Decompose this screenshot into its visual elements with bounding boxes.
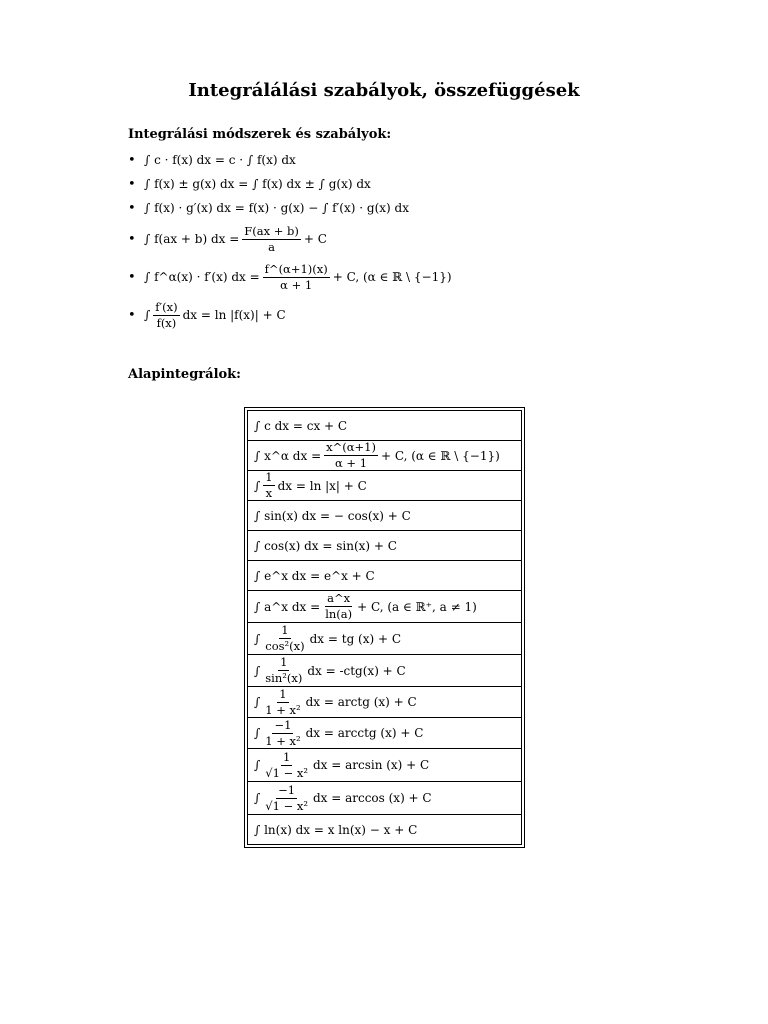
bullet-icon: • — [128, 152, 136, 168]
bullet-icon: • — [128, 231, 136, 247]
bullet-icon: • — [128, 307, 136, 323]
rule-parts: • ∫ f(x) · g′(x) dx = f(x) · g(x) − ∫ f′(x) · g(x) dx — [128, 200, 409, 216]
rules-list — [128, 148, 452, 334]
methods-heading: Integrálási módszerek és szabályok: — [128, 127, 392, 142]
table-row: ∫ ln(x) dx = x ln(x) − x + C — [248, 815, 522, 845]
table-row: ∫ $\frac{-1}{\text{1 + x²}}$ dx = arcctg (x) + C — [248, 718, 522, 749]
rule-log-derivative: • ∫ $\frac{f'(x)}{f(x)}$ dx = ln |f(x)| + C — [128, 299, 286, 330]
table-row: ∫ $\frac{1}{\text{cos²(x)}}$ dx = tg (x) + C — [248, 623, 522, 655]
basic-integrals-heading: Alapintegrálok: — [128, 367, 241, 382]
rule-linear-substitution: • ∫ f(ax + b) dx = $\frac{F(ax + b)}{a}$ + C — [128, 223, 327, 254]
bullet-icon: • — [128, 176, 136, 192]
basic-integrals-table — [244, 407, 525, 848]
table-row: ∫ e^x dx = e^x + C — [248, 561, 522, 591]
table-row: ∫ x^α dx = $\frac{x\^{}(\alpha+1)}{\alpha + 1}$ + C, (α ∈ ℝ \ {−1}) — [248, 441, 522, 471]
bullet-icon: • — [128, 269, 136, 285]
rule-power-chain: • ∫ f^α(x) · f′(x) dx = $\frac{f\^{}(\alpha+1)(x)}{\alpha + 1}$ + C, (α ∈ ℝ \ {−1}) — [128, 261, 452, 292]
table-row: ∫ $\frac{-1}{\text{√1 − x²}}$ dx = arccos (x) + C — [248, 782, 522, 815]
bullet-icon: • — [128, 200, 136, 216]
table-row: ∫ c dx = cx + C — [248, 411, 522, 441]
page-title: Integrálálási szabályok, összefüggések — [188, 80, 580, 101]
table-row: ∫ sin(x) dx = − cos(x) + C — [248, 501, 522, 531]
rule-sum: • ∫ f(x) ± g(x) dx = ∫ f(x) dx ± ∫ g(x) dx — [128, 176, 371, 192]
table-row: ∫ $\frac{1}{\text{√1 − x²}}$ dx = arcsin (x) + C — [248, 749, 522, 782]
table-row: ∫ $\frac{1}{x}$ dx = ln |x| + C — [248, 471, 522, 501]
table-row: ∫ $\frac{1}{\text{1 + x²}}$ dx = arctg (x) + C — [248, 687, 522, 718]
table-row: ∫ cos(x) dx = sin(x) + C — [248, 531, 522, 561]
table-row: ∫ $\frac{1}{\text{sin²(x)}}$ dx = -ctg(x) + C — [248, 655, 522, 687]
table-row: ∫ a^x dx = $\frac{a\^{}x}{\ln(a)}$ + C, (a ∈ ℝ⁺, a ≠ 1) — [248, 591, 522, 623]
rule-constant-multiple: • ∫ c · f(x) dx = c · ∫ f(x) dx — [128, 152, 296, 168]
